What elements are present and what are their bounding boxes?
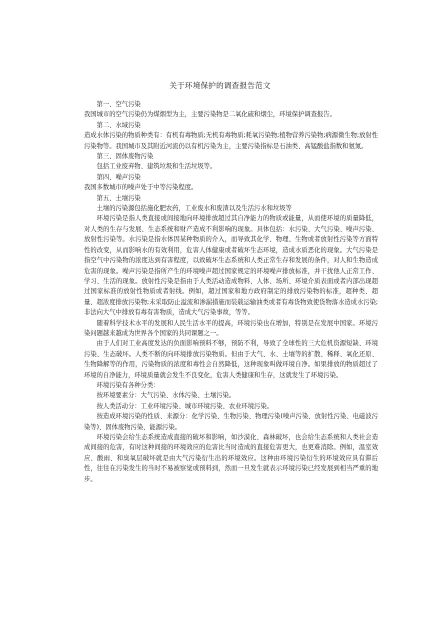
paragraph: 第二、水域污染 — [96, 121, 141, 129]
paragraph: 第一、空气污染 — [96, 101, 141, 108]
paragraph: 环境污染是指人类直接或间接地向环境排放超过其自净能力的物质或能量，从而使环境的质量降低，对人类的生存与发展、生态系统和财产造成不利影响的现象。具体包括：水污染、大气污染、噪声污染、放射性污染等。水污染是指水体因某种物质的介入，而导致其化学、物理、生物或者放射性污染等方面特性的改变，从而影响水的有效利用，危害人体健康或者破坏生态环境，造成水质恶化的现象。大气污染是指空气中污染物的浓度达到有害程度，以致破坏生态系统和人类正常生存和发展的条件，对人和生物造成危害的现象。噪声污染是指所产生的环境噪声超过国家规定的环境噪声排放标准，并干扰他人正常工作、学习、生活的现象。放射性污染是指由于人类活动造成物料、人体、场所、环境介质表面或者内部出现超过国家标准的放射性物质或者射线。例如，超过国家和地方政府制定的排放污染物的标准，超种类、超量、超浓度排放污染物;未采取防止溢流和渗漏措施而装载运输油类或者有毒货物致使货物落水造成水污染;非法向大气中排放有毒有害物质，造成大气污染事故，等等。 — [84, 215, 378, 317]
paragraph: 第四、噪声污染 — [96, 173, 141, 181]
paragraph: 第三、固体废物污染 — [96, 153, 154, 161]
paragraph: 环境污染会给生态系统造成直接的破坏和影响，如沙漠化、森林破坏，也会给生态系统和人类社会造成间接的危害，有时这种间接的环境效应的危害比当时造成的直接危害更大，也更难消除。例如，温室效应、酸雨、和臭氧层破坏就是由大气污染衍生出的环境效应。这种由环境污染衍生的环境效应具有滞后性，往往在污染发生的当时不易被察觉或预料到，然而一旦发生就表示环境污染已经发展到相当严重的地步。 — [84, 434, 378, 483]
paragraph: 由于人们对工业高度发达的负面影响预料不够，预防不利，导致了全球性的三大危机资源短缺、环境污染、生态破坏。人类不断的向环境排放污染物质。但由于大气、水、土壤等的扩散、稀释、氧化还原、生物降解等的作用，污染物质的浓度和毒性会自然降低，这种现象叫做环境自净。如果排放的物质超过了环境的自净能力，环境质量就会发生不良变化，危害人类健康和生存，这就发生了环境污染。 — [84, 340, 378, 379]
paragraph: 土壤的污染源包括施化肥农药，工业废水和废渣以及生活污水和垃圾等 — [96, 205, 292, 213]
paragraph: 第五、土壤污染 — [96, 194, 141, 202]
document-title: 关于环境保护的调查报告范文 — [169, 81, 271, 90]
paragraph: 按造成环境污染的性质、来源分：化学污染、生物污染、物理污染(噪声污染、放射性污染、电磁波污染等)、固体废物污染、能源污染。 — [84, 413, 378, 431]
paragraph-spacer — [84, 90, 378, 100]
document-body — [84, 90, 378, 485]
paragraph: 环境污染有各种分类： — [96, 381, 160, 389]
paragraph: 我国多数城市的噪声处于中等污染程度。 — [84, 184, 198, 192]
paragraph: 我国城市的空气污染仍为煤烟型为主，主要污染物是二氧化硫和烟尘，环境保护调查报告。 — [84, 111, 336, 119]
paragraph: 按环境要素分：大气污染、水体污染、土壤污染。 — [96, 392, 236, 400]
paragraph: 包括工业废弃物、建筑垃圾和生活垃圾等。 — [96, 163, 217, 171]
paragraph: 按人类活动分：工业环境污染、城市环境污染、农业环境污染。 — [96, 402, 273, 410]
paragraph: 随着科学技术水平的发展和人民生活水平的提高，环境污染也在增加，特别是在发展中国家。环境污染问题越来越成为世界各个国家的共同课题之一。 — [84, 319, 378, 337]
paragraph: 造成水体污染的物质种类有：有机有毒物质;无机有毒物质;耗氧污染物;植物营养污染物;病源微生物;放射性污染物等。我国城市及其附近河流仍以有机污染为主，主要污染指标是石油类、高锰酸盐指数和氨氮。 — [84, 132, 378, 150]
